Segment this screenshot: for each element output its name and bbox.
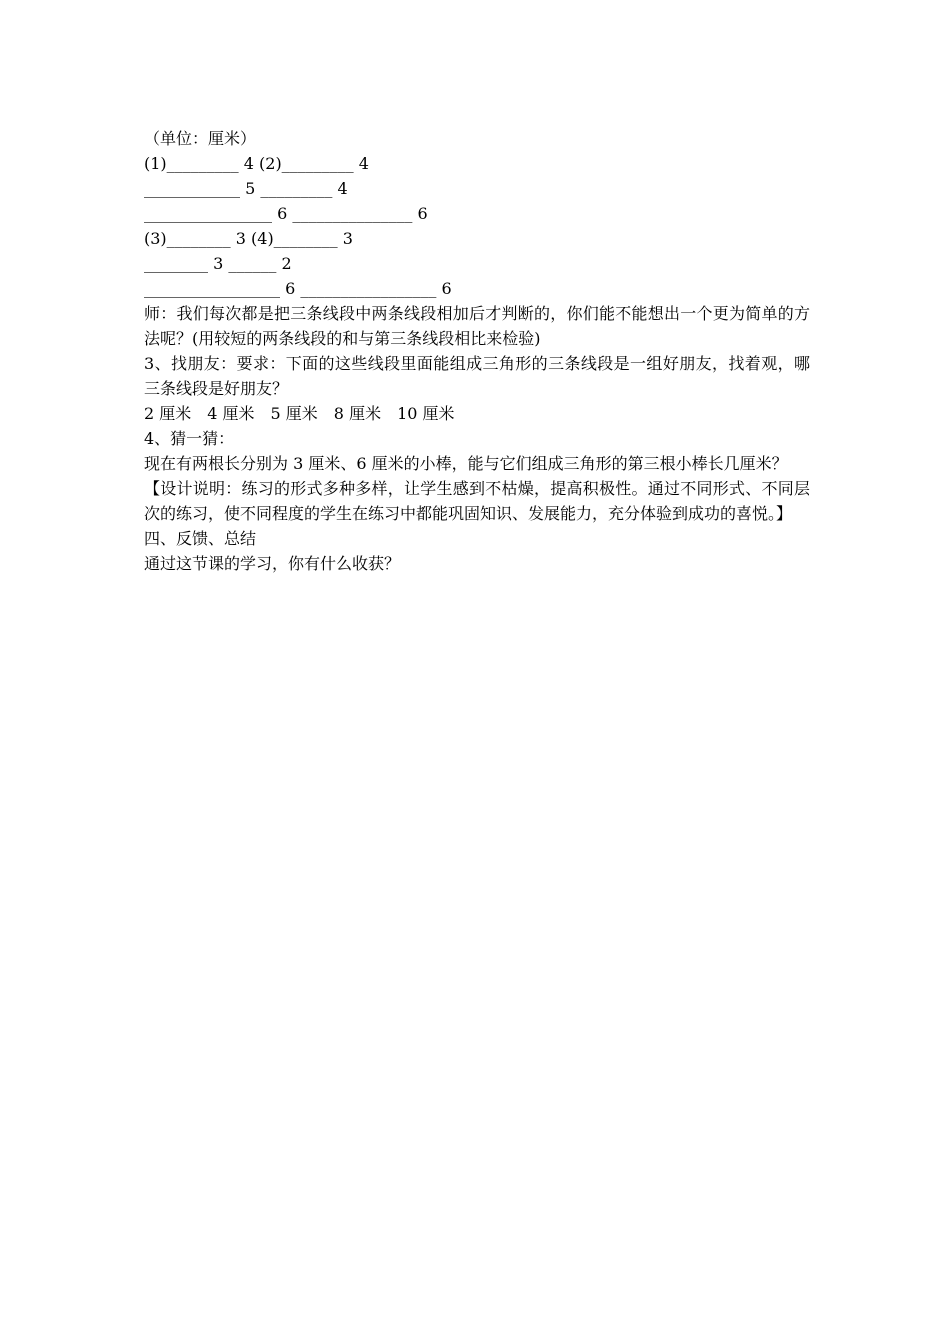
- document-body: [144, 126, 810, 576]
- segment-line-4: (3)________ 3 (4)________ 3: [144, 229, 353, 248]
- teacher-question: 师：我们每次都是把三条线段中两条线段相加后才判断的，你们能不能想出一个更为简单的方法呢？(用较短的两条线段的和与第三条线段相比来检验): [144, 304, 810, 348]
- segment-line-2: ____________ 5 _________ 4: [144, 179, 348, 198]
- unit-label: （单位：厘米）: [144, 129, 257, 148]
- design-note: 【设计说明：练习的形式多种多样，让学生感到不枯燥，提高积极性。通过不同形式、不同层次的练习，使不同程度的学生在练习中都能巩固知识、发展能力，充分体验到成功的喜悦。】: [144, 479, 810, 523]
- section-four-heading: 四、反馈、总结: [144, 529, 257, 548]
- segment-line-3: ________________ 6 _______________ 6: [144, 204, 428, 223]
- section-4-body: 现在有两根长分别为 3 厘米、6 厘米的小棒，能与它们组成三角形的第三根小棒长几厘米？: [144, 454, 788, 473]
- segment-line-6: _________________ 6 _________________ 6: [144, 279, 452, 298]
- segment-line-1: (1)_________ 4 (2)_________ 4: [144, 154, 369, 173]
- section-3-find-friends: 3、找朋友：要求：下面的这些线段里面能组成三角形的三条线段是一组好朋友，找着观，哪三条线段是好朋友？: [144, 354, 810, 398]
- segment-line-5: ________ 3 ______ 2: [144, 254, 292, 273]
- segment-lengths-list: 2 厘米 4 厘米 5 厘米 8 厘米 10 厘米: [144, 404, 455, 423]
- section-4-title: 4、猜一猜：: [144, 429, 235, 448]
- closing-question: 通过这节课的学习，你有什么收获？: [144, 554, 401, 573]
